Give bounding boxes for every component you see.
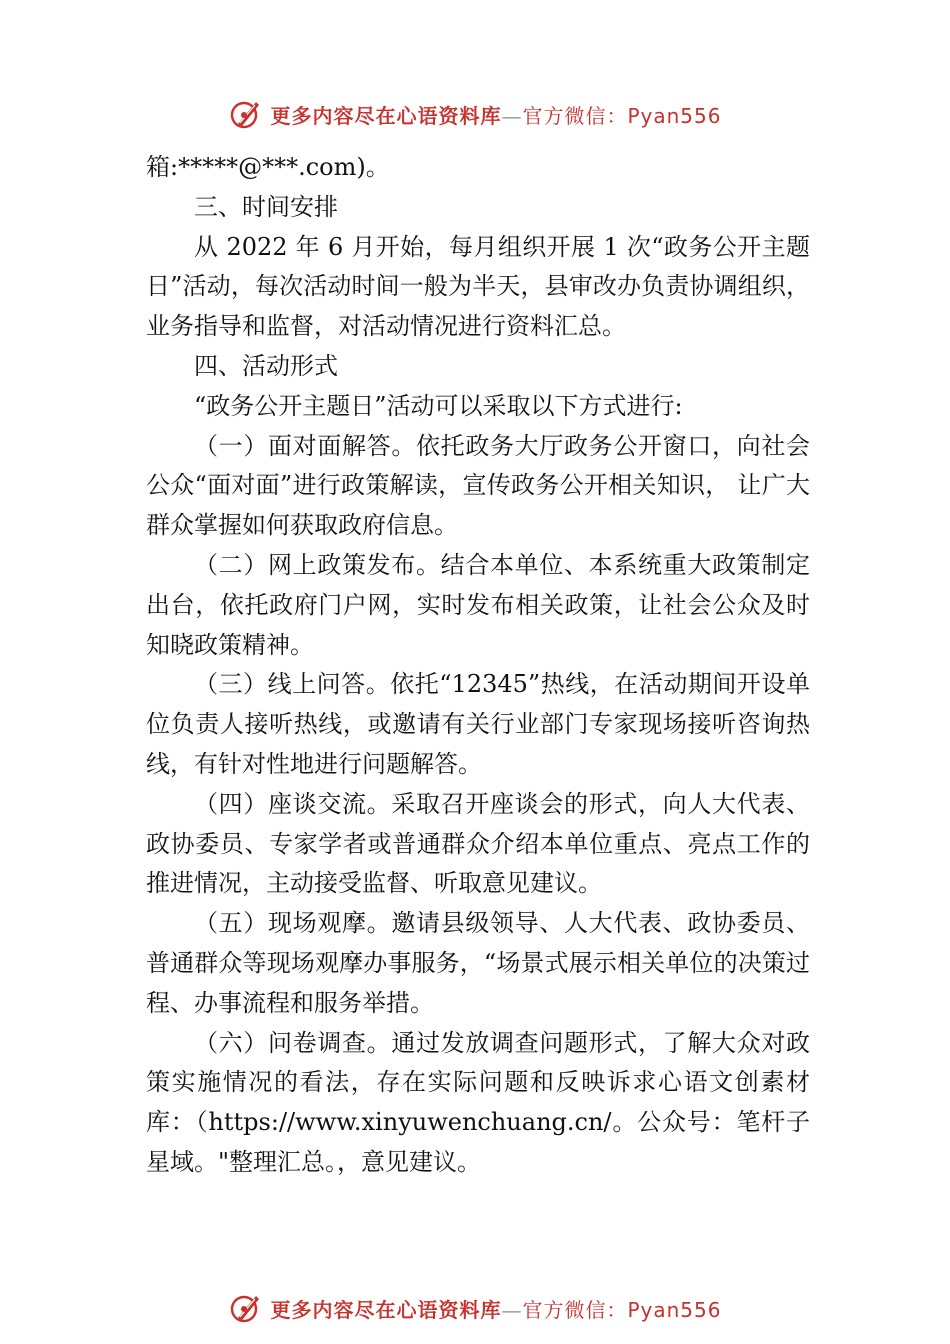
quill-pen-logo-icon (228, 96, 264, 132)
quill-pen-logo-icon (228, 1290, 264, 1326)
banner-site-text: 更多内容尽在心语资料库 (270, 103, 502, 128)
header-watermark-banner (0, 92, 950, 136)
banner-content (228, 96, 721, 132)
banner-separator: — (501, 103, 523, 128)
banner-separator: — (501, 1297, 523, 1322)
banner-text (270, 1294, 721, 1323)
banner-content (228, 1290, 721, 1326)
banner-contact-text: 官方微信：Pyan556 (522, 1297, 722, 1322)
paragraph-form-3: （三）线上问答。依托“12345”热线，在活动期间开设单位负责人接听热线，或邀请有关行业部门专家现场接听咨询热线，有针对性地进行问题解答。 (146, 670, 810, 778)
section-heading-activity-forms: 四、活动形式 (194, 351, 338, 380)
paragraph-activity-intro: “政务公开主题日”活动可以采取以下方式进行: (194, 391, 683, 420)
paragraph-form-2: （二）网上政策发布。结合本单位、本系统重大政策制定出台，依托政府门户网，实时发布相关政策，让社会公众及时知晓政策精神。 (146, 550, 810, 659)
document-body (146, 148, 810, 1183)
banner-site-text: 更多内容尽在心语资料库 (270, 1297, 502, 1322)
paragraph-form-6: （六）问卷调查。通过发放调查问题形式，了解大众对政策实施情况的看法，存在实际问题和反映诉求心语文创素材库：（https://www.xinyuwenchuang.cn/。公众号：笔杆子星域。"整理汇总。，意见建议。 (146, 1028, 810, 1176)
paragraph-form-5: （五）现场观摩。邀请县级领导、人大代表、政协委员、普通群众等现场观摩办事服务，“场景式展示相关单位的决策过程、办事流程和服务举措。 (146, 909, 810, 1017)
paragraph-form-4: （四）座谈交流。采取召开座谈会的形式，向人大代表、政协委员、专家学者或普通群众介绍本单位重点、亮点工作的推进情况，主动接受监督、听取意见建议。 (146, 789, 810, 898)
banner-contact-text: 官方微信：Pyan556 (522, 103, 722, 128)
paragraph-schedule: 从 2022 年 6 月开始，每月组织开展 1 次“政务公开主题日”活动，每次活动时间一般为半天，县审改办负责协调组织，业务指导和监督，对活动情况进行资料汇总。 (146, 232, 810, 341)
paragraph-form-1: （一）面对面解答。依托政务大厅政务公开窗口，向社会公众“面对面”进行政策解读，宣传政务公开相关知识， 让广大群众掌握如何获取政府信息。 (146, 431, 810, 540)
paragraph-email-tail: 箱:*****@***.com)。 (146, 153, 390, 181)
section-heading-schedule: 三、时间安排 (194, 192, 338, 221)
banner-text (270, 100, 721, 129)
footer-watermark-banner (0, 1286, 950, 1330)
